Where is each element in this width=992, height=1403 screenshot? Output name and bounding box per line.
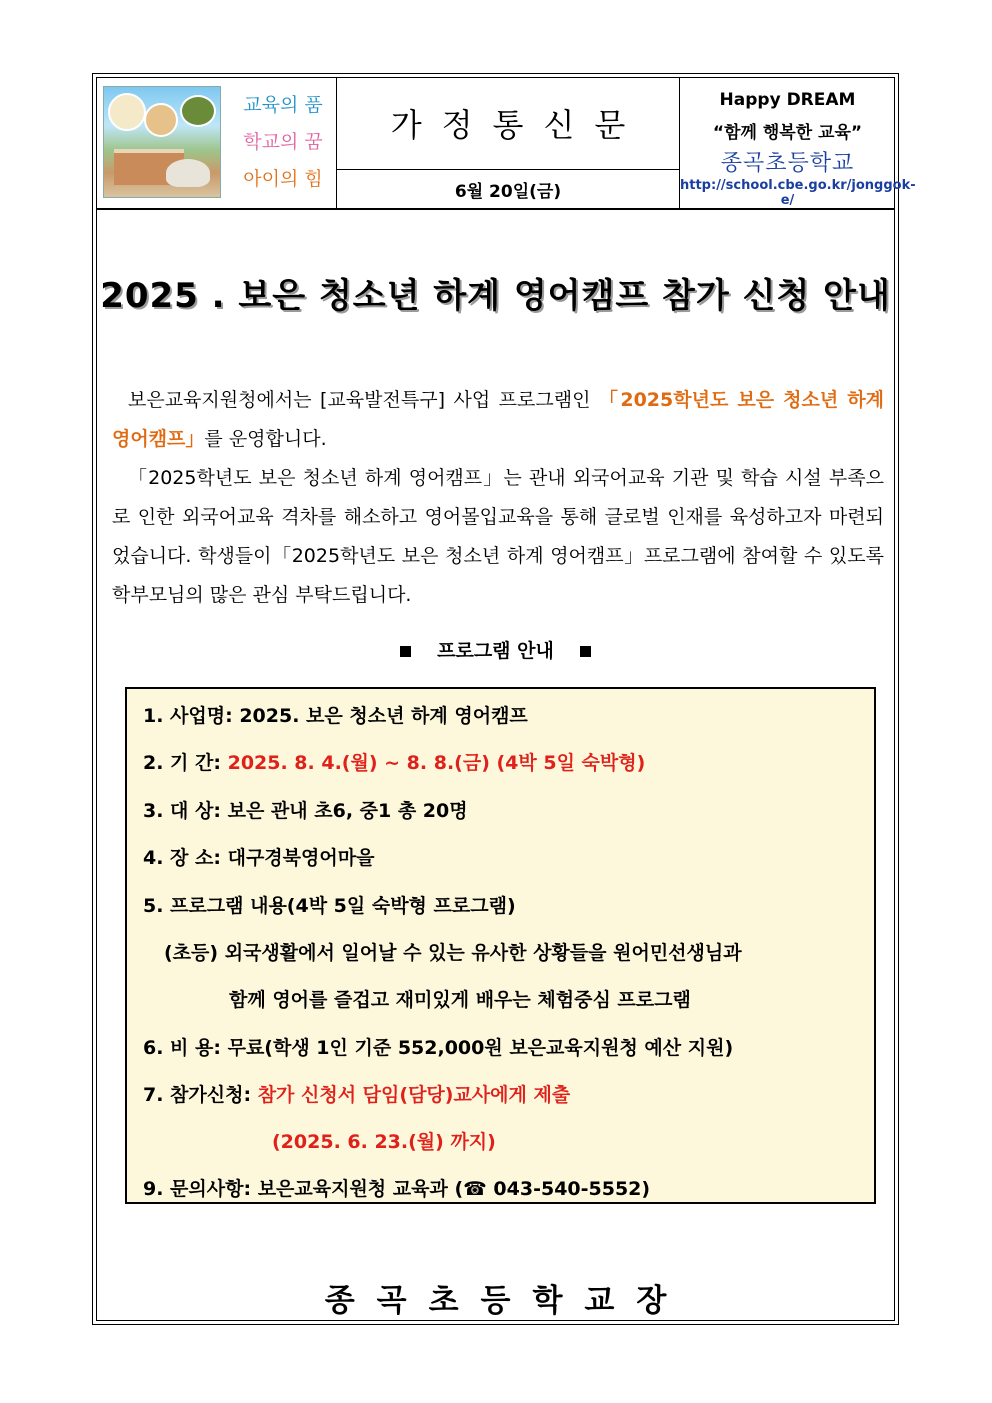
program-content-line-1: (초등) 외국생활에서 일어날 수 있는 유사한 상황들을 원어민선생님과 bbox=[164, 942, 742, 964]
camp-name-highlight: 「2025학년도 보은 청소년 하계 영어캠프」 bbox=[112, 389, 884, 450]
section-heading: 프로그램 안내 bbox=[96, 636, 895, 663]
header-right-cell bbox=[680, 77, 916, 208]
program-item-location: 4. 장 소: 대구경북영어마을 bbox=[143, 847, 375, 869]
school-url[interactable]: http://school.cbe.go.kr/jonggok-e/ bbox=[680, 178, 916, 208]
newsletter-title: 가정통신문 bbox=[390, 106, 646, 144]
document-title: 2025 . 보은 청소년 하계 영어캠프 참가 신청 안내 bbox=[100, 276, 891, 316]
application-deadline: (2025. 6. 23.(월) 까지) bbox=[272, 1131, 496, 1153]
motto-en: Happy DREAM bbox=[719, 90, 856, 110]
principal-signature: 종곡초등학교장 bbox=[324, 1283, 689, 1319]
slogan-3: 아이의 힘 bbox=[243, 168, 323, 190]
program-info-box bbox=[125, 687, 876, 1204]
issue-date: 6월 20일(금) bbox=[454, 181, 562, 202]
slogans bbox=[233, 87, 333, 198]
square-bullet-icon bbox=[580, 646, 591, 657]
motto-ko: “함께 행복한 교육” bbox=[712, 123, 863, 143]
program-item-content: 5. 프로그램 내용(4박 5일 숙박형 프로그램) bbox=[143, 895, 516, 917]
school-photo bbox=[103, 86, 221, 198]
program-item-application: 7. 참가신청: 참가 신청서 담임(담당)교사에게 제출 bbox=[143, 1084, 571, 1106]
program-item-contact: 9. 문의사항: 보은교육지원청 교육과 (☎ 043-540-5552) bbox=[143, 1178, 651, 1200]
program-item-name: 1. 사업명: 2025. 보은 청소년 하계 영어캠프 bbox=[143, 705, 528, 727]
intro-paragraph-2: 「2025학년도 보은 청소년 하계 영어캠프」는 관내 외국어교육 기관 및 학습 시설 부족으로 인한 외국어교육 격차를 해소하고 영어몰입교육을 통해 글로벌 인재를 육성하고자 마련되었습니다. 학생들이「2025학년도 보은 청소년 하계 영어캠프」프로그램에 참여할 수 있도록 학부모님의 많은 관심 부탁드립니다. bbox=[112, 467, 884, 606]
program-item-period: 2. 기 간: 2025. 8. 4.(월) ~ 8. 8.(금) (4박 5일 숙박형) bbox=[143, 752, 646, 774]
program-item-target: 3. 대 상: 보은 관내 초6, 중1 총 20명 bbox=[143, 800, 468, 822]
header-middle-cell bbox=[337, 77, 680, 208]
program-content-line-2: 함께 영어를 즐겁고 재미있게 배우는 체험중심 프로그램 bbox=[229, 989, 691, 1011]
slogan-1: 교육의 품 bbox=[243, 94, 323, 116]
square-bullet-icon bbox=[400, 646, 411, 657]
school-name: 종곡초등학교 bbox=[720, 151, 855, 176]
header-left-cell bbox=[96, 77, 337, 208]
slogan-2: 학교의 꿈 bbox=[243, 131, 323, 153]
intro-paragraph-1: 보은교육지원청에서는 [교육발전특구] 사업 프로그램인 「2025학년도 보은 청소년 하계 영어캠프」를 운영합니다. bbox=[112, 389, 884, 450]
newsletter-header bbox=[96, 77, 916, 210]
program-item-cost: 6. 비 용: 무료(학생 1인 기준 552,000원 보은교육지원청 예산 지원) bbox=[143, 1037, 734, 1059]
